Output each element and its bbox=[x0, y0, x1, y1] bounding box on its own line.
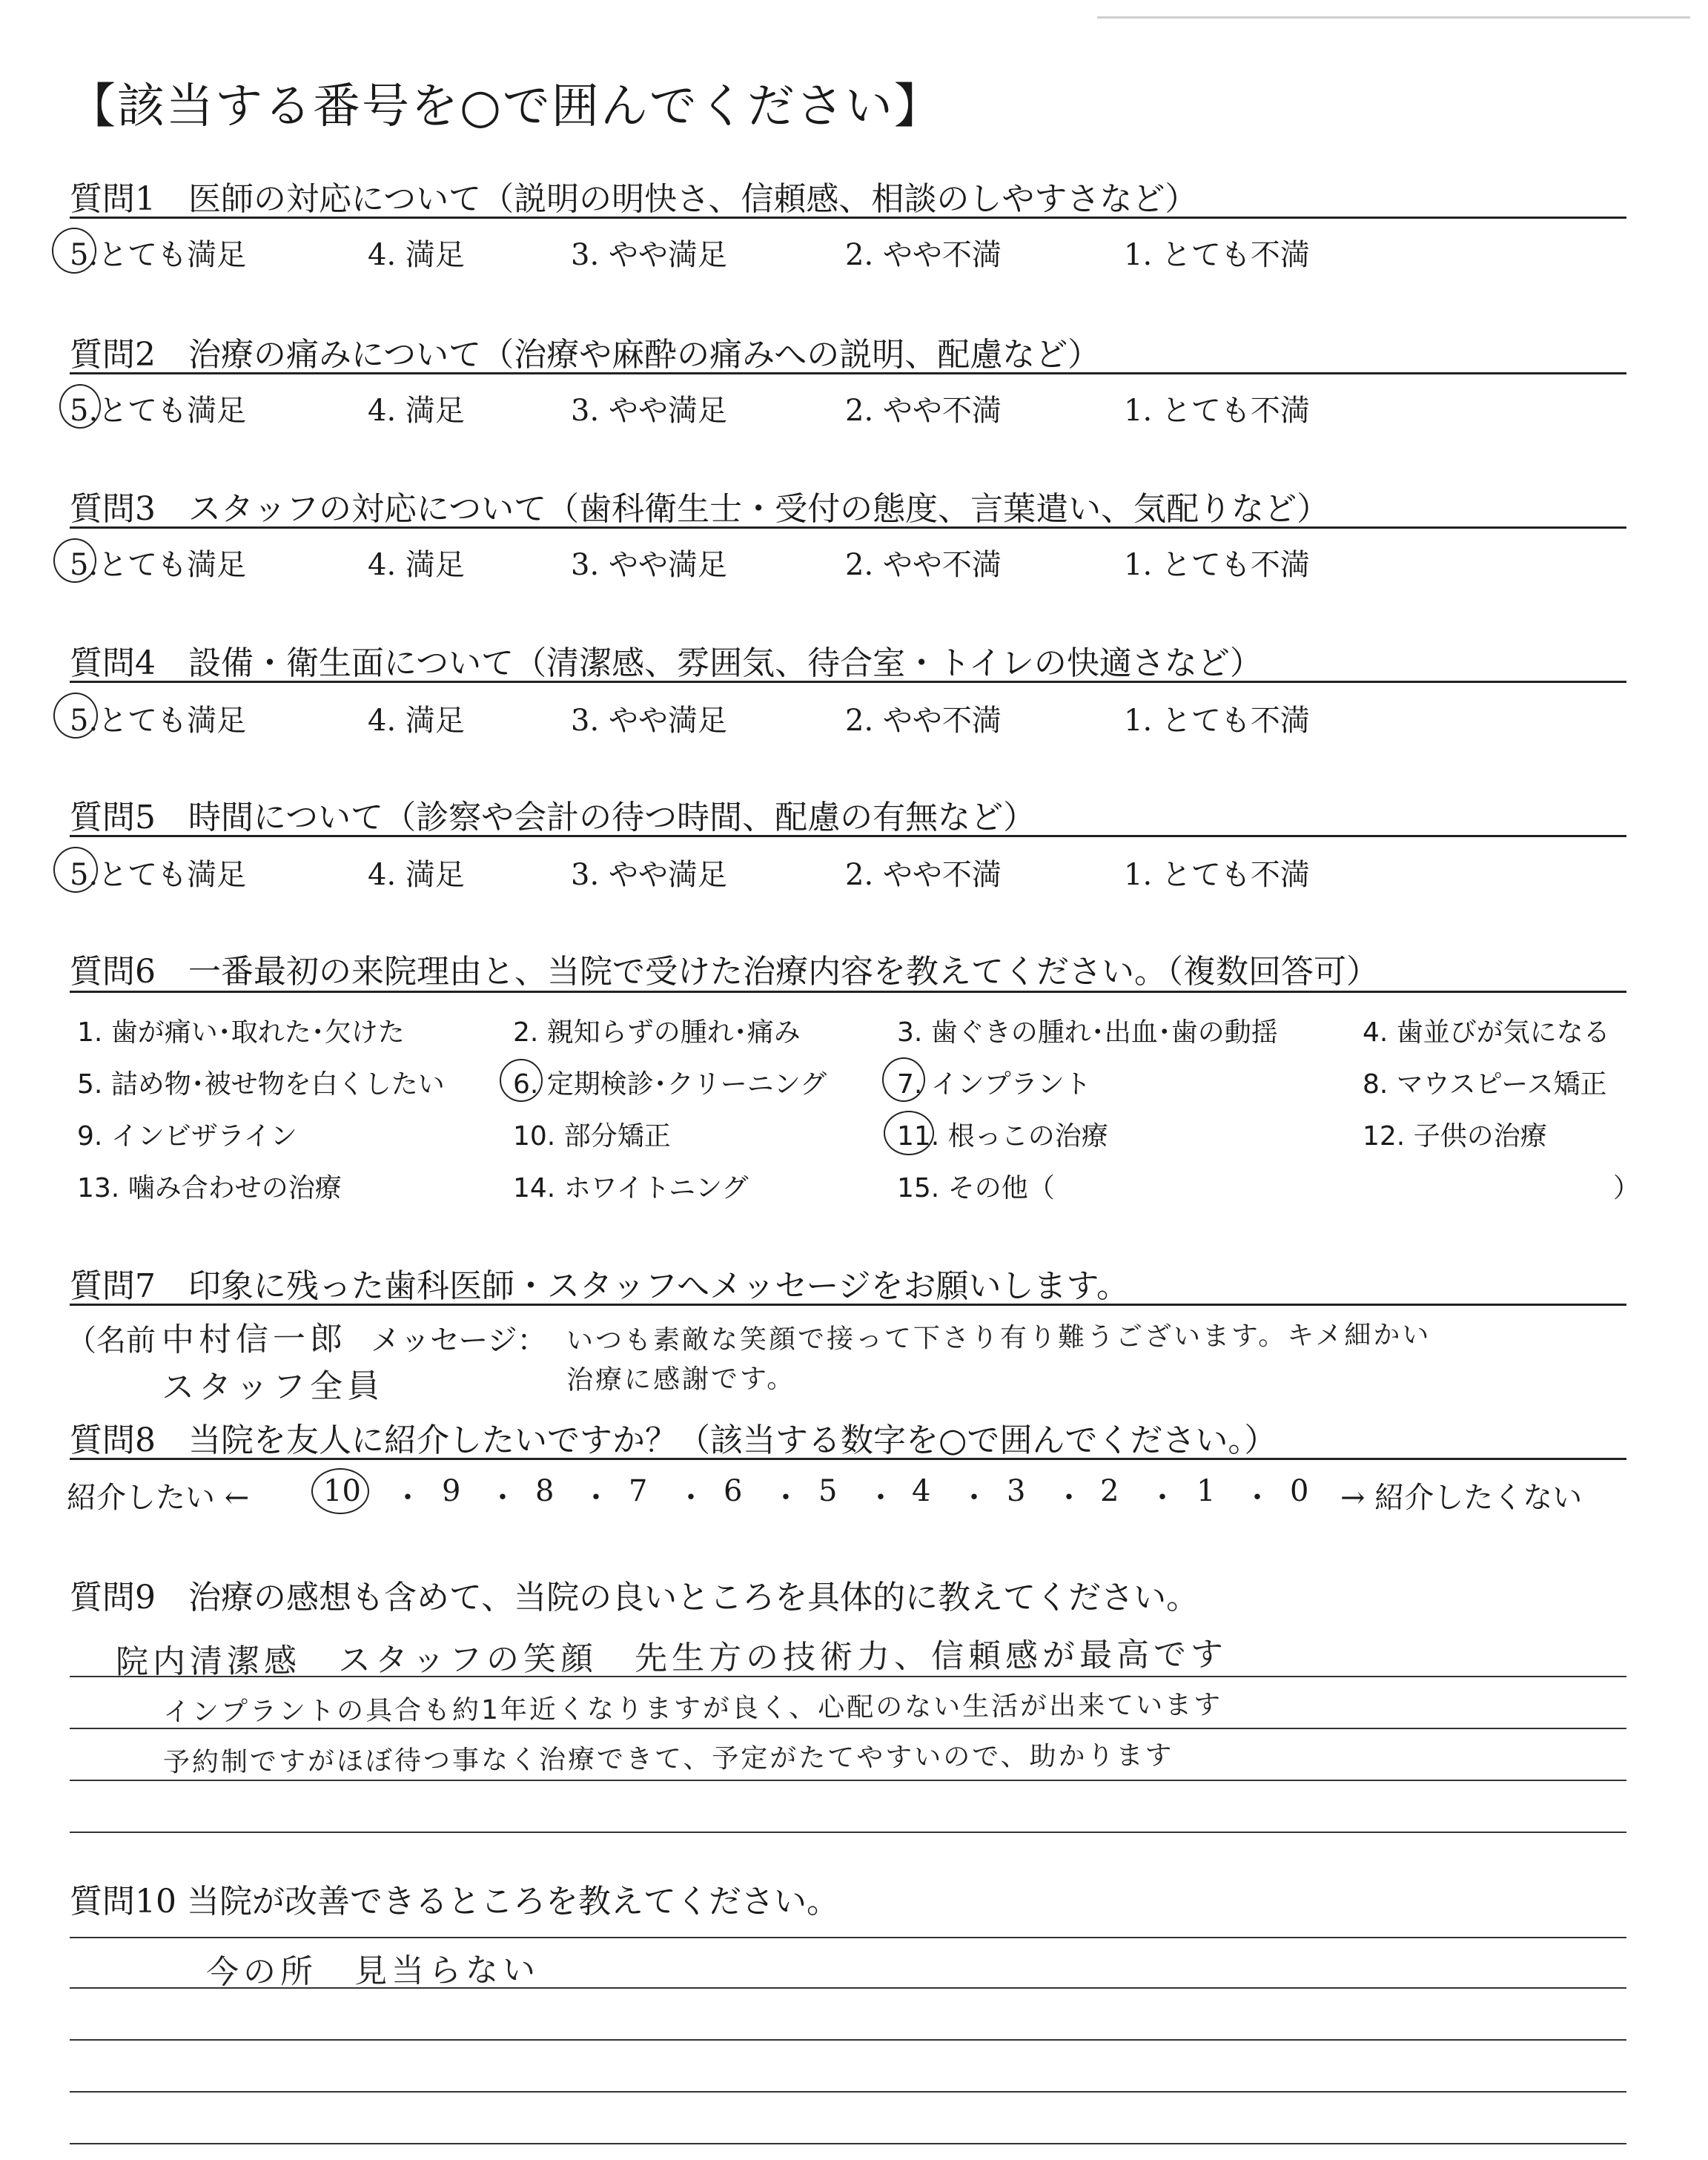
question-3-option-3[interactable]: 3. やや満足 bbox=[571, 548, 727, 582]
q8-scale-5[interactable]: 5 bbox=[818, 1474, 838, 1508]
reason-item-13[interactable]: 13. 噛み合わせの治療 bbox=[77, 1173, 342, 1203]
reason-item-12[interactable]: 12. 子供の治療 bbox=[1363, 1121, 1547, 1152]
q9-line-4 bbox=[70, 1832, 1626, 1833]
question-3-option-4[interactable]: 4. 満足 bbox=[368, 548, 465, 582]
question-4-option-2[interactable]: 2. やや不満 bbox=[845, 704, 1002, 738]
q10-line-4 bbox=[70, 2091, 1626, 2093]
question-5-rule bbox=[70, 835, 1626, 837]
q10-line-1 bbox=[70, 1937, 1626, 1938]
q7-name-label: （名前 bbox=[67, 1324, 156, 1358]
q9-line-3 bbox=[70, 1780, 1626, 1781]
reason-item-2[interactable]: 2. 親知らずの腫れ･痛み bbox=[513, 1017, 801, 1048]
question-2-option-2[interactable]: 2. やや不満 bbox=[845, 394, 1002, 428]
q9-answer-line-2[interactable]: インプラントの具合も約1年近くなりますが良く、心配のない生活が出来ています bbox=[162, 1690, 1223, 1728]
q8-dot: ・ bbox=[1148, 1481, 1177, 1515]
reason-item-8[interactable]: 8. マウスピース矯正 bbox=[1363, 1069, 1607, 1100]
question-1-option-3[interactable]: 3. やや満足 bbox=[571, 238, 727, 272]
question-1-option-2[interactable]: 2. やや不満 bbox=[845, 238, 1002, 272]
q8-dot: ・ bbox=[1054, 1481, 1084, 1515]
q8-scale-4[interactable]: 4 bbox=[912, 1474, 931, 1508]
question-5-title: 質問5 時間について（診察や会計の待つ時間、配慮の有無など） bbox=[70, 799, 1036, 836]
q7-message-line-2[interactable]: 治療に感謝です。 bbox=[566, 1363, 796, 1396]
q9-answer-line-3[interactable]: 予約制ですがほぼ待つ事なく治療できて、予定がたてやすいので、助かります bbox=[162, 1740, 1174, 1778]
question-6-rule bbox=[70, 991, 1626, 993]
q8-right-label: → 紹介したくない bbox=[1340, 1481, 1583, 1515]
q8-scale-9[interactable]: 9 bbox=[442, 1474, 461, 1508]
q10-answer-line-1[interactable]: 今の所 見当らない bbox=[205, 1951, 540, 1992]
q7-name-value-1[interactable]: 中村信一郎 bbox=[161, 1320, 348, 1359]
question-3-option-5[interactable]: 5.とても満足 bbox=[70, 548, 247, 582]
question-5-option-4[interactable]: 4. 満足 bbox=[368, 858, 465, 892]
q10-line-3 bbox=[70, 2039, 1626, 2041]
q8-dot: ・ bbox=[676, 1481, 706, 1515]
question-4-option-1[interactable]: 1. とても不満 bbox=[1124, 704, 1310, 738]
reason-item-15[interactable]: 15. その他（ bbox=[897, 1173, 1055, 1203]
question-7-title: 質問7 印象に残った歯科医師・スタッフへメッセージをお願いします。 bbox=[70, 1267, 1129, 1305]
reason-item-5[interactable]: 5. 詰め物･被せ物を白くしたい bbox=[77, 1069, 445, 1100]
question-3-rule bbox=[70, 526, 1626, 529]
question-4-option-5[interactable]: 5.とても満足 bbox=[70, 704, 247, 738]
question-2-option-5[interactable]: 5.とても満足 bbox=[70, 394, 247, 428]
question-1-option-4[interactable]: 4. 満足 bbox=[368, 238, 465, 272]
question-8-rule bbox=[70, 1458, 1626, 1460]
page-top-edge bbox=[1097, 16, 1690, 19]
reason-item-14[interactable]: 14. ホワイトニング bbox=[513, 1173, 749, 1203]
question-10-title: 質問10 当院が改善できるところを教えてください。 bbox=[70, 1883, 839, 1920]
q8-dot: ・ bbox=[393, 1481, 423, 1515]
q8-dot: ・ bbox=[866, 1481, 896, 1515]
question-2-option-4[interactable]: 4. 満足 bbox=[368, 394, 465, 428]
reason-item-1[interactable]: 1. 歯が痛い･取れた･欠けた bbox=[77, 1017, 405, 1048]
q8-dot: ・ bbox=[959, 1481, 989, 1515]
q8-scale-10[interactable]: 10 bbox=[323, 1474, 361, 1508]
question-2-title: 質問2 治療の痛みについて（治療や麻酔の痛みへの説明、配慮など） bbox=[70, 336, 1101, 374]
reason-item-4[interactable]: 4. 歯並びが気になる bbox=[1363, 1017, 1610, 1048]
reason-item-11[interactable]: 11. 根っこの治療 bbox=[897, 1121, 1108, 1152]
question-3-option-2[interactable]: 2. やや不満 bbox=[845, 548, 1002, 582]
question-1-option-5[interactable]: 5.とても満足 bbox=[70, 238, 247, 272]
question-9-title: 質問9 治療の感想も含めて、当院の良いところを具体的に教えてください。 bbox=[70, 1579, 1199, 1616]
question-4-option-3[interactable]: 3. やや満足 bbox=[571, 704, 727, 738]
question-6-title: 質問6 一番最初の来院理由と、当院で受けた治療内容を教えてください。（複数回答可） bbox=[70, 953, 1379, 991]
q7-name-value-2[interactable]: スタッフ全員 bbox=[161, 1367, 385, 1407]
q8-dot: ・ bbox=[1242, 1481, 1272, 1515]
page-heading: 【該当する番号を○で囲んでください】 bbox=[68, 79, 943, 134]
q9-answer-line-1[interactable]: 院内清潔感 スタッフの笑顔 先生方の技術力、信頼感が最高です bbox=[115, 1635, 1228, 1682]
question-5-option-5[interactable]: 5.とても満足 bbox=[70, 858, 247, 892]
question-5-option-1[interactable]: 1. とても不満 bbox=[1124, 858, 1310, 892]
question-5-option-3[interactable]: 3. やや満足 bbox=[571, 858, 727, 892]
q8-scale-6[interactable]: 6 bbox=[724, 1474, 743, 1508]
q8-scale-3[interactable]: 3 bbox=[1007, 1474, 1026, 1508]
question-4-rule bbox=[70, 681, 1626, 683]
question-5-option-2[interactable]: 2. やや不満 bbox=[845, 858, 1002, 892]
question-1-title: 質問1 医師の対応について（説明の明快さ、信頼感、相談のしやすさなど） bbox=[70, 180, 1198, 218]
reason-item-10[interactable]: 10. 部分矯正 bbox=[513, 1121, 671, 1152]
question-2-option-3[interactable]: 3. やや満足 bbox=[571, 394, 727, 428]
q10-line-5 bbox=[70, 2143, 1626, 2144]
question-4-title: 質問4 設備・衛生面について（清潔感、雰囲気、待合室・トイレの快適さなど） bbox=[70, 644, 1262, 682]
question-2-option-1[interactable]: 1. とても不満 bbox=[1124, 394, 1310, 428]
question-2-rule bbox=[70, 372, 1626, 374]
question-8-title: 質問8 当院を友人に紹介したいですか？（該当する数字を○で囲んでください。） bbox=[70, 1421, 1277, 1459]
reason-item-3[interactable]: 3. 歯ぐきの腫れ･出血･歯の動揺 bbox=[897, 1017, 1278, 1048]
q8-left-label: 紹介したい ← bbox=[67, 1481, 250, 1515]
q8-dot: ・ bbox=[771, 1481, 801, 1515]
question-3-title: 質問3 スタッフの対応について（歯科衛生士・受付の態度、言葉遣い、気配りなど） bbox=[70, 490, 1330, 528]
reason-item-6[interactable]: 6. 定期検診･クリーニング bbox=[513, 1069, 827, 1100]
question-1-option-1[interactable]: 1. とても不満 bbox=[1124, 238, 1310, 272]
question-1-rule bbox=[70, 217, 1626, 219]
question-7-rule bbox=[70, 1304, 1626, 1306]
q7-message-label: メッセージ： bbox=[371, 1324, 547, 1358]
q8-scale-0[interactable]: 0 bbox=[1290, 1474, 1309, 1508]
question-4-option-4[interactable]: 4. 満足 bbox=[368, 704, 465, 738]
reason-item-15-close-paren: ） bbox=[1613, 1173, 1641, 1203]
q8-dot: ・ bbox=[488, 1481, 517, 1515]
q8-scale-8[interactable]: 8 bbox=[535, 1474, 555, 1508]
q8-scale-1[interactable]: 1 bbox=[1196, 1474, 1216, 1508]
q8-scale-2[interactable]: 2 bbox=[1100, 1474, 1119, 1508]
q7-message-line-1[interactable]: いつも素敵な笑顔で接って下さり有り難うございます。キメ細かい bbox=[566, 1319, 1431, 1357]
question-3-option-1[interactable]: 1. とても不満 bbox=[1124, 548, 1310, 582]
reason-item-7[interactable]: 7. インプラント bbox=[897, 1069, 1091, 1100]
q8-dot: ・ bbox=[581, 1481, 611, 1515]
reason-item-9[interactable]: 9. インビザライン bbox=[77, 1121, 297, 1152]
q8-scale-7[interactable]: 7 bbox=[629, 1474, 648, 1508]
